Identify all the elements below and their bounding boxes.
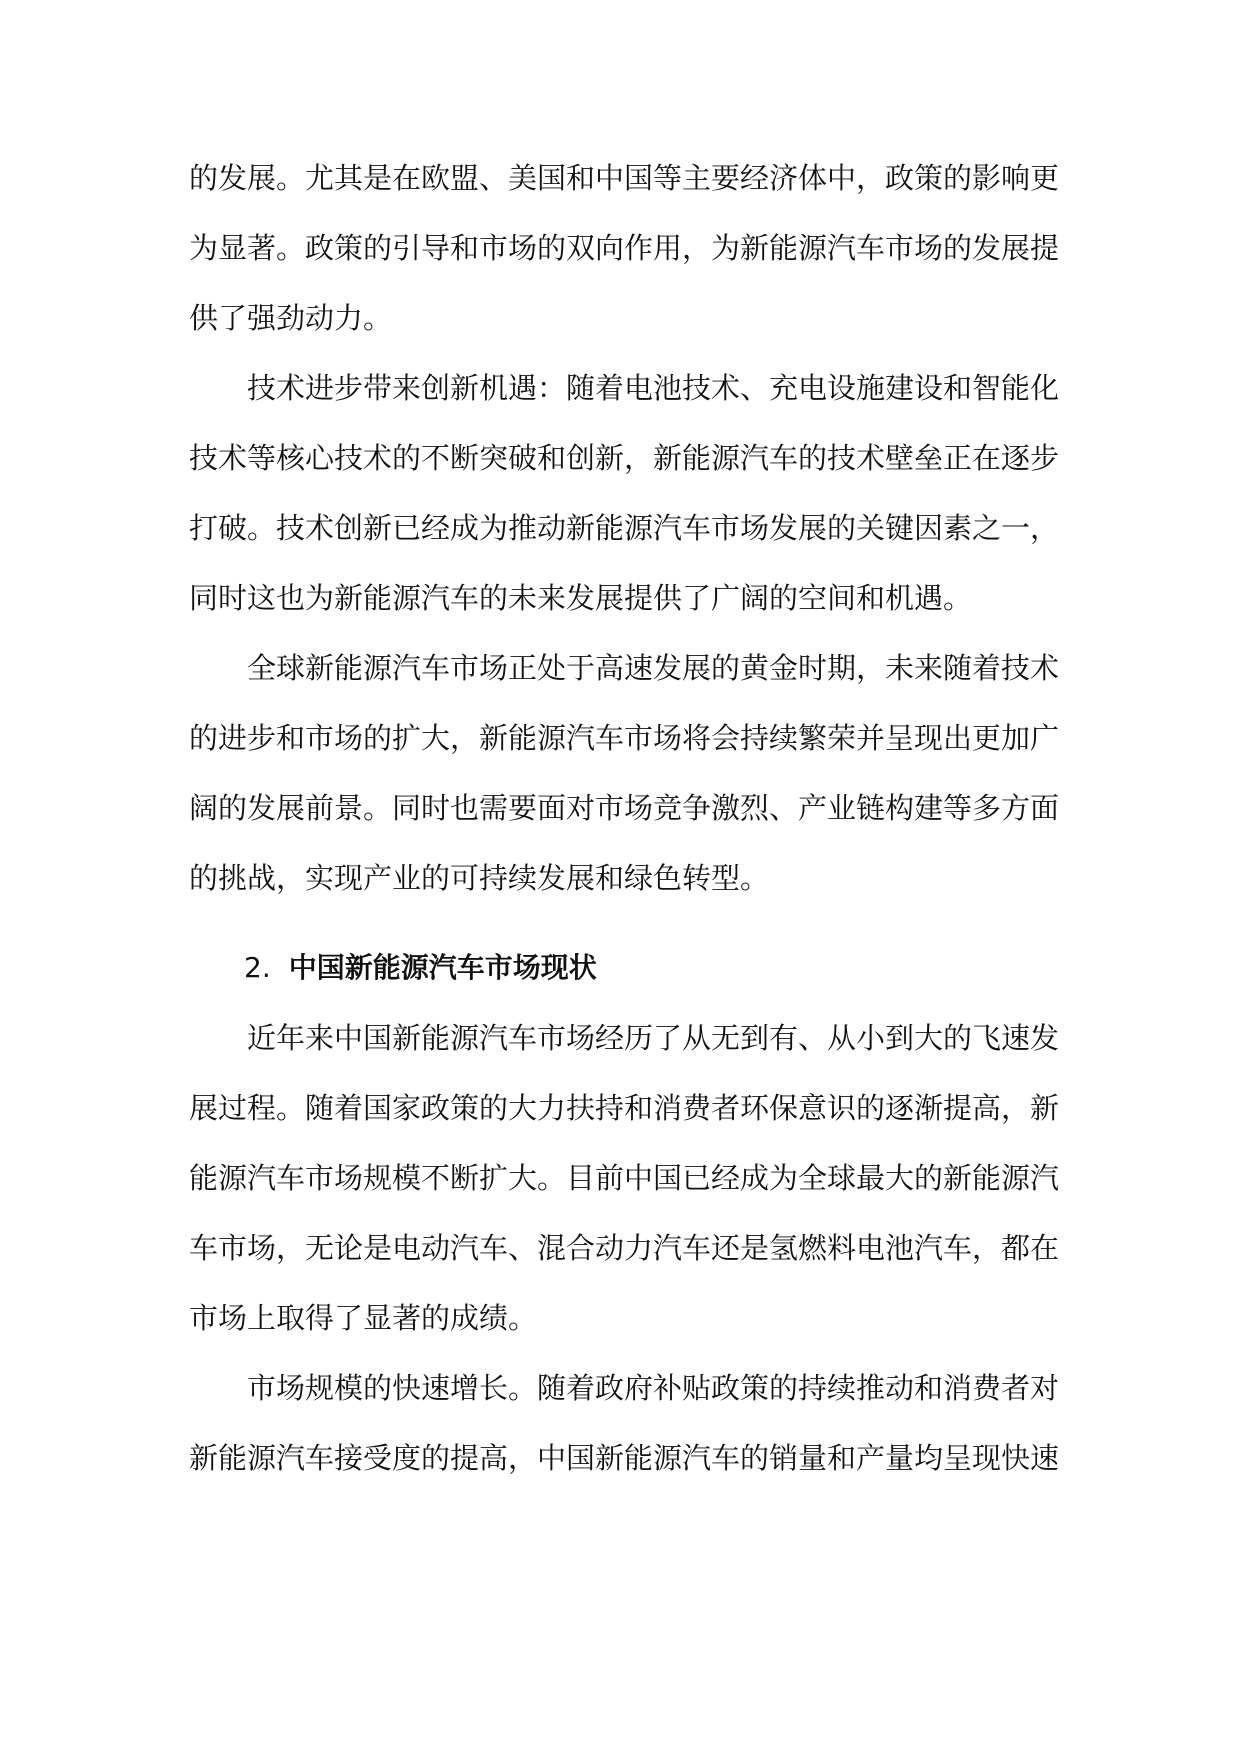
text-line: 的进步和市场的扩大，新能源汽车市场将会持续繁荣并呈现出更加广 (189, 721, 1060, 755)
paragraph-tech-innovation (189, 353, 1059, 633)
section-number: 2. (244, 951, 271, 984)
text-line: 的发展。尤其是在欧盟、美国和中国等主要经济体中，政策的影响更 (189, 161, 1060, 195)
text-line: 近年来中国新能源汽车市场经历了从无到有、从小到大的飞速发 (247, 1021, 1060, 1055)
text-line: 技术进步带来创新机遇：随着电池技术、充电设施建设和智能化 (247, 371, 1060, 405)
text-line: 市场规模的快速增长。随着政府补贴政策的持续推动和消费者对 (247, 1371, 1060, 1405)
text-line: 同时这也为新能源汽车的未来发展提供了广阔的空间和机遇。 (189, 581, 973, 615)
section-spacer (189, 913, 1059, 933)
text-line: 能源汽车市场规模不断扩大。目前中国已经成为全球最大的新能源汽 (189, 1161, 1060, 1195)
paragraph-global-outlook (189, 633, 1059, 913)
text-line: 为显著。政策的引导和市场的双向作用，为新能源汽车市场的发展提 (189, 231, 1060, 265)
document-body (189, 143, 1059, 1493)
paragraph-policy-conclusion (189, 143, 1059, 353)
text-line: 全球新能源汽车市场正处于高速发展的黄金时期，未来随着技术 (247, 651, 1060, 685)
text-line: 展过程。随着国家政策的大力扶持和消费者环保意识的逐渐提高，新 (189, 1091, 1060, 1125)
text-line: 打破。技术创新已经成为推动新能源汽车市场发展的关键因素之一， (189, 511, 1060, 545)
text-line: 新能源汽车接受度的提高，中国新能源汽车的销量和产量均呈现快速 (189, 1441, 1060, 1475)
text-line: 市场上取得了显著的成绩。 (189, 1301, 538, 1335)
paragraph-china-market-overview (189, 1003, 1059, 1353)
text-line: 车市场，无论是电动汽车、混合动力汽车还是氢燃料电池汽车，都在 (189, 1231, 1060, 1265)
text-line: 供了强劲动力。 (189, 301, 393, 335)
text-line: 阔的发展前景。同时也需要面对市场竞争激烈、产业链构建等多方面 (189, 791, 1060, 825)
text-line: 的挑战，实现产业的可持续发展和绿色转型。 (189, 861, 770, 895)
section-heading (189, 933, 1059, 1003)
text-line: 技术等核心技术的不断突破和创新，新能源汽车的技术壁垒正在逐步 (189, 441, 1060, 475)
section-title: 中国新能源汽车市场现状 (288, 951, 597, 984)
paragraph-market-growth (189, 1353, 1059, 1493)
